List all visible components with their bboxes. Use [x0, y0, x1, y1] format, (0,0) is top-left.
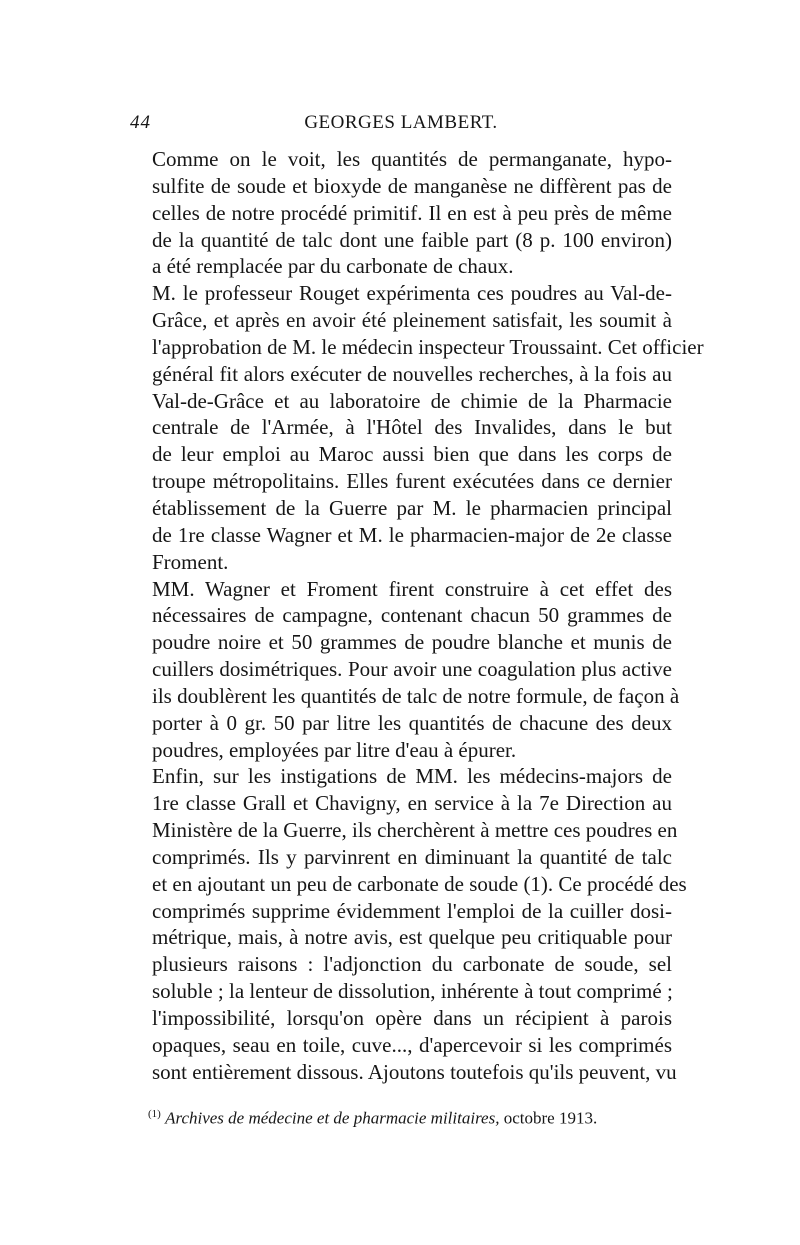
- footnote-mark: (1): [148, 1108, 161, 1120]
- text-line: Ministère de la Guerre, ils cherchèrent à mettre ces poudres en: [152, 818, 678, 843]
- text-line: troupe métropolitains. Elles furent exécutées dans ce dernier: [152, 469, 672, 494]
- text-line: centrale de l'Armée, à l'Hôtel des Invalides, dans le but: [152, 415, 672, 440]
- text-line: soluble ; la lenteur de dissolution, inhérente à tout comprimé ;: [152, 979, 673, 1004]
- text-line: de la quantité de talc dont une faible part (8 p. 100 environ): [152, 227, 672, 252]
- running-head: GEORGES LAMBERT.: [304, 112, 498, 133]
- text-line: 1re classe Grall et Chavigny, en service à la 7e Direction au: [152, 791, 672, 816]
- text-line: poudre noire et 50 grammes de poudre blanche et munis de: [152, 630, 672, 655]
- footnote-rest: octobre 1913.: [503, 1108, 598, 1128]
- text-line: MM. Wagner et Froment firent construire à cet effet des: [152, 576, 672, 601]
- paragraph: [130, 280, 704, 575]
- text-line: Enfin, sur les instigations de MM. les médecins-majors de: [152, 764, 672, 789]
- text-line: Comme on le voit, les quantités de permanganate, hypo-: [152, 147, 672, 171]
- text-line: l'impossibilité, lorsqu'on opère dans un récipient à parois: [152, 1006, 672, 1030]
- text-line: comprimés supprime évidemment l'emploi de la cuiller dosi-: [152, 898, 672, 923]
- text-line: Val-de-Grâce et au laboratoire de chimie de la Pharmacie: [152, 388, 672, 413]
- text-line: cuillers dosimétriques. Pour avoir une coagulation plus active: [152, 657, 672, 682]
- text-line: Froment.: [152, 549, 229, 574]
- text-line: de 1re classe Wagner et M. le pharmacien-major de 2e classe: [152, 522, 672, 547]
- text-line: sont entièrement dissous. Ajoutons toutefois qu'ils peuvent, vu: [152, 1059, 677, 1084]
- text-line: établissement de la Guerre par M. le pharmacien principal: [152, 495, 672, 520]
- text-line: porter à 0 gr. 50 par litre les quantités de chacune des deux: [152, 710, 672, 735]
- text-line: plusieurs raisons : l'adjonction du carbonate de soude, sel: [152, 952, 672, 977]
- page-number: 44: [130, 112, 151, 133]
- text-line: sulfite de soude et bioxyde de manganèse ne diffèrent pas de: [152, 173, 672, 198]
- text-line: et en ajoutant un peu de carbonate de soude (1). Ce procédé des: [152, 871, 687, 896]
- text-line: a été remplacée par du carbonate de chaux.: [152, 254, 514, 279]
- text-line: opaques, seau en toile, cuve..., d'apercevoir si les comprimés: [152, 1032, 672, 1057]
- text-line: poudres, employées par litre d'eau à épurer.: [152, 737, 517, 762]
- body-text: [130, 146, 704, 1086]
- text-line: l'approbation de M. le médecin inspecteur Troussaint. Cet officier: [152, 334, 704, 359]
- paragraph: [130, 763, 687, 1085]
- text-line: M. le professeur Rouget expérimenta ces poudres au Val-de-: [152, 281, 672, 306]
- text-line: ils doublèrent les quantités de talc de notre formule, de façon à: [152, 683, 680, 708]
- footnote-title: Archives de médecine et de pharmacie militaires,: [165, 1108, 500, 1128]
- text-line: celles de notre procédé primitif. Il en est à peu près de même: [152, 200, 672, 225]
- text-line: nécessaires de campagne, contenant chacun 50 grammes de: [152, 603, 672, 628]
- text-line: comprimés. Ils y parvinrent en diminuant la quantité de talc: [152, 844, 672, 869]
- text-line: métrique, mais, à notre avis, est quelque peu critiquable pour: [152, 925, 672, 950]
- footnote: [148, 1103, 672, 1130]
- page-header: [130, 112, 672, 138]
- text-line: de leur emploi au Maroc aussi bien que dans les corps de: [152, 442, 672, 467]
- paragraph: [130, 146, 672, 280]
- text-line: Grâce, et après en avoir été pleinement satisfait, les soumit à: [152, 308, 672, 333]
- paragraph: [130, 576, 680, 764]
- text-line: général fit alors exécuter de nouvelles recherches, à la fois au: [152, 361, 672, 386]
